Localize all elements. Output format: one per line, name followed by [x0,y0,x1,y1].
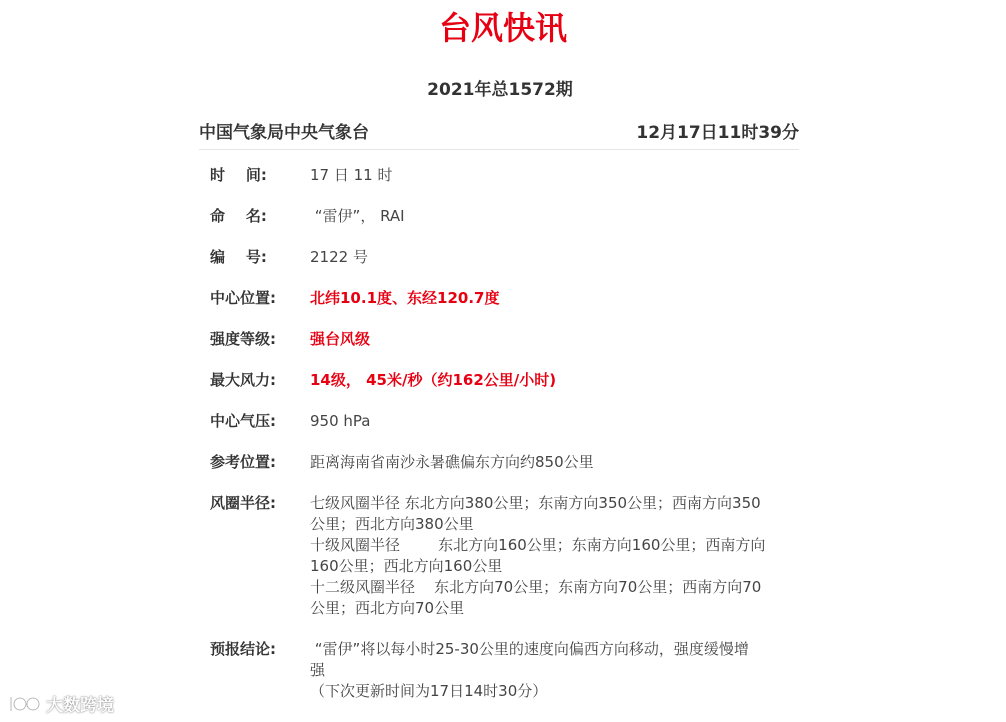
field-label: 命 名: [210,207,267,225]
issue-number: 2021年总1572期 [427,80,573,100]
field-value [310,247,800,268]
field-value-line: 公里；西北方向70公里 [310,599,465,617]
field-value-line: 十二级风圈半径 东北方向70公里；东南方向70公里；西南方向70 [310,578,762,596]
field-value-line: 距离海南省南沙永暑礁偏东方向约850公里 [310,453,594,471]
field-row [210,247,800,268]
field-row [210,493,800,619]
field-row [210,411,800,432]
field-value-line: 强台风级 [310,330,371,348]
field-row [210,329,800,350]
field-label: 最大风力: [210,371,276,389]
field-value-line: “雷伊”， RAI [310,207,405,225]
field-value-line: 14级， 45米/秒（约162公里/小时) [310,371,557,389]
field-label: 中心位置: [210,289,276,307]
issuing-agency: 中国气象局中央气象台 [199,123,369,143]
field-row [210,370,800,391]
field-row [210,288,800,309]
field-row [210,639,800,702]
field-label: 风圈半径: [210,494,276,512]
logo-icon [8,691,42,715]
field-value-line: 17 日 11 时 [310,166,393,184]
field-value-line: 七级风圈半径 东北方向380公里；东南方向350公里；西南方向350 [310,494,761,512]
field-value [310,165,800,186]
field-value-line: （下次更新时间为17日14时30分） [310,682,548,700]
field-label: 强度等级: [210,330,276,348]
bulletin-fields [210,165,800,702]
field-value-line: 160公里；西北方向160公里 [310,557,503,575]
field-value [310,639,800,702]
field-value-line: 公里；西北方向380公里 [310,515,474,533]
field-value [310,288,800,309]
field-label: 预报结论: [210,640,276,658]
field-value [310,493,800,619]
field-value-line: 2122 号 [310,248,368,266]
field-value-line: 北纬10.1度、东经120.7度 [310,289,500,307]
field-value-line: “雷伊”将以每小时25-30公里的速度向偏西方向移动，强度缓慢增 [310,640,749,658]
field-label: 编 号: [210,248,267,266]
field-label: 时 间: [210,166,267,184]
field-value [310,206,800,227]
field-row [210,165,800,186]
report-time: 12月17日11时39分 [636,123,799,143]
field-value-line: 950 hPa [310,412,371,430]
field-value [310,411,800,432]
field-label: 参考位置: [210,453,276,471]
field-row [210,206,800,227]
field-value [310,329,800,350]
field-value-line: 强 [310,661,326,679]
field-value [310,370,800,391]
bulletin-header [199,121,799,150]
field-label: 中心气压: [210,412,276,430]
field-value-line: 十级风圈半径 东北方向160公里；东南方向160公里；西南方向 [310,536,766,554]
watermark [8,690,114,716]
field-value [310,452,800,473]
watermark-text: 大数跨境 [46,695,114,716]
field-row [210,452,800,473]
page-title: 台风快讯 [438,9,567,47]
